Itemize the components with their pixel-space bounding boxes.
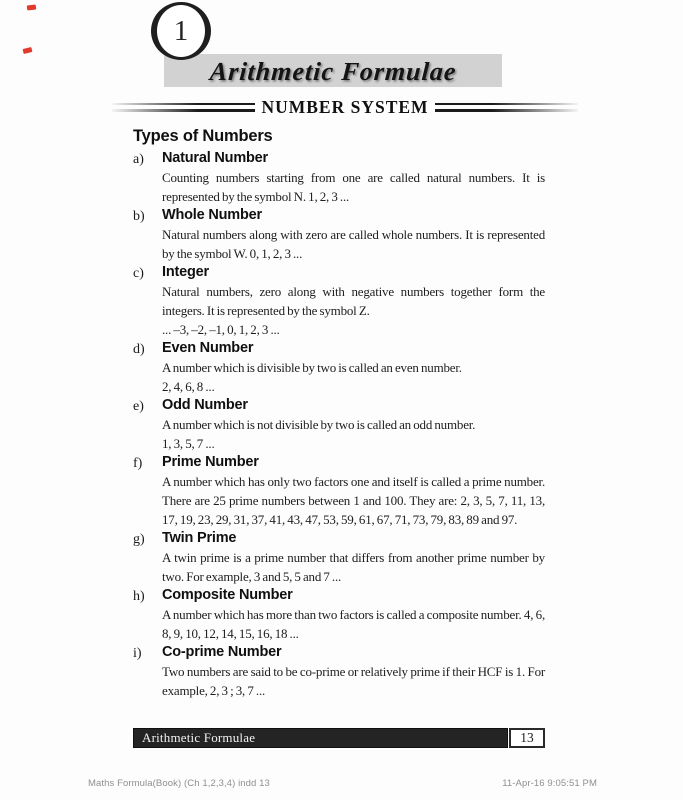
item-text: A number which has only two factors one and itself is called a prime number. There are 25 prime numbers between 1 and 100. They are: 2, 3, 5, 7, 11, 13, 17, 19, 23, 29, 31, 37, 41, 43, 47, 53, 59, 61, 67, 71, 73, 79, 83, 89 and 97.: [162, 474, 545, 527]
red-pen-mark-top: [27, 5, 36, 11]
list-item-odd-number: [133, 396, 545, 453]
page-content: [133, 127, 545, 700]
chapter-title: Arithmetic Formulae: [208, 56, 458, 86]
item-text: Counting numbers starting from one are called natural numbers. It is represented by the symbol N. 1, 2, 3 ...: [162, 170, 545, 204]
list-item-twin-prime: [133, 529, 545, 586]
page-number-box: [509, 728, 545, 748]
item-body: [162, 206, 545, 263]
item-text: Two numbers are said to be co-prime or relatively prime if their HCF is 1. For example, 2, 3 ; 3, 7 ...: [162, 664, 545, 698]
list-item-whole-number: [133, 206, 545, 263]
running-footer: [133, 728, 545, 748]
item-body: [162, 396, 545, 453]
item-letter: i): [133, 645, 142, 661]
item-title: Prime Number: [162, 454, 259, 470]
item-body: [162, 149, 545, 206]
list-item-even-number: [133, 339, 545, 396]
item-letter: d): [133, 341, 145, 357]
item-letter: f): [133, 455, 143, 471]
page-number: 13: [520, 730, 534, 745]
item-body: [162, 263, 545, 339]
decorative-rule-right: [435, 103, 578, 112]
item-sequence: 2, 4, 6, 8 ...: [162, 379, 215, 394]
footer-title: Arithmetic Formulae: [142, 730, 256, 745]
list-item-natural-number: [133, 149, 545, 206]
list-item-composite-number: [133, 586, 545, 643]
item-title: Twin Prime: [162, 530, 237, 546]
decorative-rule-left: [112, 103, 255, 112]
item-letter: e): [133, 398, 144, 414]
item-text: A twin prime is a prime number that differs from another prime number by two. For example, 3 and 5, 5 and 7 ...: [162, 550, 545, 584]
imprint-filename: Maths Formula(Book) (Ch 1,2,3,4) indd 13: [88, 778, 270, 789]
printers-imprint: [88, 778, 597, 789]
list-item-coprime-number: [133, 643, 545, 700]
item-text: A number which is divisible by two is called an even number.: [162, 360, 462, 375]
item-body: [162, 529, 545, 586]
item-sequence: 1, 3, 5, 7 ...: [162, 436, 215, 451]
section-title: NUMBER SYSTEM: [261, 96, 429, 117]
footer-title-bar: [133, 728, 508, 748]
item-title: Co-prime Number: [162, 644, 282, 660]
item-body: [162, 643, 545, 700]
item-text: A number which is not divisible by two is called an odd number.: [162, 417, 476, 432]
list-item-integer: [133, 263, 545, 339]
item-body: [162, 453, 545, 529]
item-letter: g): [133, 531, 145, 547]
imprint-timestamp: 11-Apr-16 9:05:51 PM: [502, 778, 597, 789]
item-letter: a): [133, 151, 144, 167]
subheading: Types of Numbers: [133, 127, 273, 145]
chapter-number-badge: [151, 2, 211, 60]
item-title: Odd Number: [162, 397, 248, 413]
red-pen-mark-left: [23, 47, 33, 54]
list-item-prime-number: [133, 453, 545, 529]
item-body: [162, 586, 545, 643]
item-letter: b): [133, 208, 145, 224]
section-heading: [112, 96, 578, 118]
item-title: Composite Number: [162, 587, 293, 603]
item-text: Natural numbers, zero along with negative numbers together form the integers. It is represented by the symbol Z.: [162, 284, 545, 318]
item-text: A number which has more than two factors is called a composite number. 4, 6, 8, 9, 10, 12, 14, 15, 16, 18 ...: [162, 607, 545, 641]
item-text: Natural numbers along with zero are called whole numbers. It is represented by the symbol W. 0, 1, 2, 3 ...: [162, 227, 545, 261]
item-title: Integer: [162, 264, 209, 280]
item-letter: h): [133, 588, 145, 604]
chapter-number: 1: [173, 14, 189, 47]
item-title: Natural Number: [162, 150, 268, 166]
item-title: Whole Number: [162, 207, 262, 223]
item-title: Even Number: [162, 340, 254, 356]
item-letter: c): [133, 265, 144, 281]
chapter-title-banner: [164, 54, 502, 87]
item-sequence: ... –3, –2, –1, 0, 1, 2, 3 ...: [162, 322, 280, 337]
item-body: [162, 339, 545, 396]
